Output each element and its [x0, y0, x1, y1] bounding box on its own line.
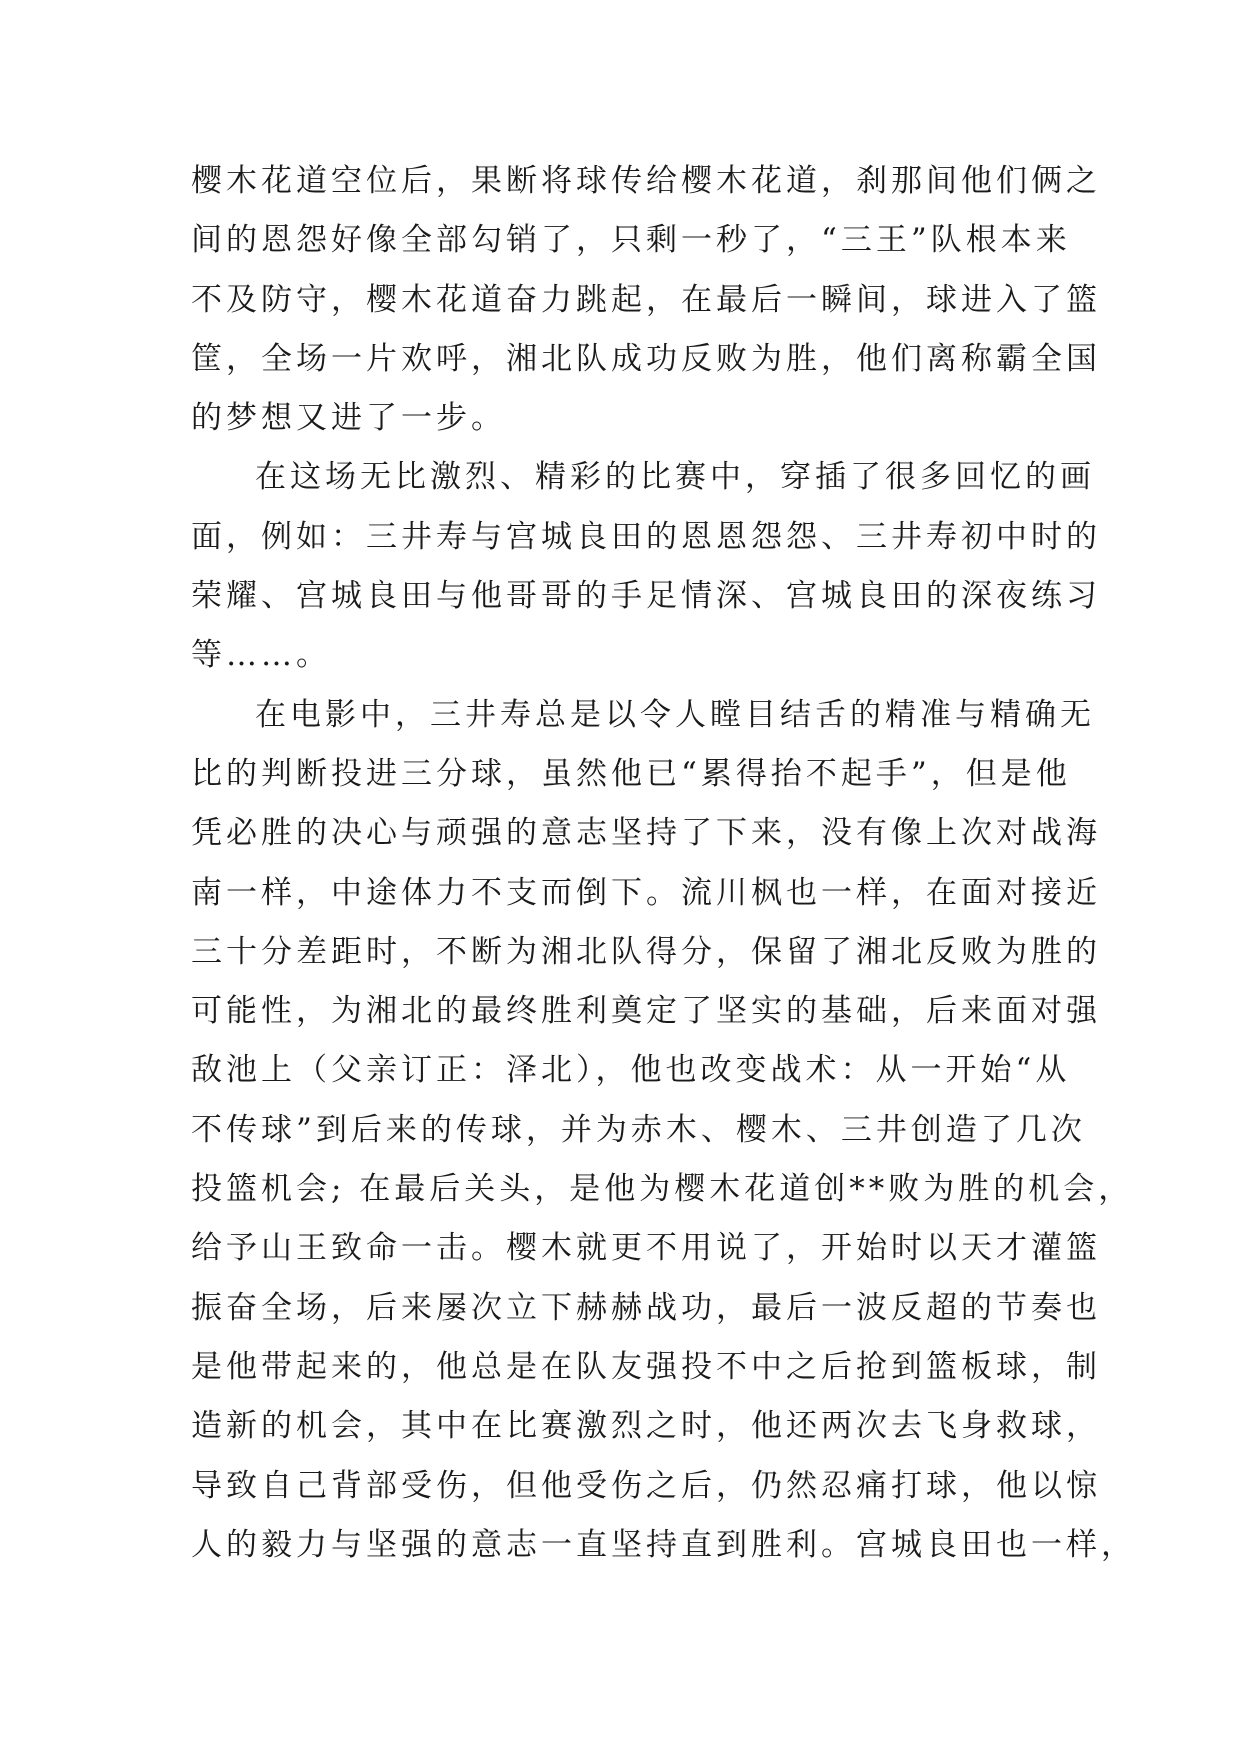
text-line: 间的恩怨好像全部勾销了，只剩一秒了，“三王”队根本来	[191, 222, 1071, 259]
text-line: 振奋全场，后来屡次立下赫赫战功，最后一波反超的节奏也	[191, 1289, 1101, 1326]
text-line: 导致自己背部受伤，但他受伤之后，仍然忍痛打球，他以惊	[191, 1467, 1101, 1504]
text-line: 的梦想又进了一步。	[191, 400, 506, 437]
text-line: 人的毅力与坚强的意志一直坚持直到胜利。宫城良田也一样，	[191, 1526, 1136, 1563]
text-line: 南一样，中途体力不支而倒下。流川枫也一样，在面对接近	[191, 874, 1101, 911]
text-line: 给予山王致命一击。樱木就更不用说了，开始时以天才灌篮	[191, 1230, 1101, 1267]
text-line: 不传球”到后来的传球，并为赤木、樱木、三井创造了几次	[191, 1111, 1086, 1148]
text-line: 是他带起来的，他总是在队友强投不中之后抢到篮板球，制	[191, 1348, 1101, 1385]
text-line: 在这场无比激烈、精彩的比赛中，穿插了很多回忆的画	[255, 459, 1095, 496]
text-line: 在电影中，三井寿总是以令人瞠目结舌的精准与精确无	[255, 696, 1095, 733]
text-line: 不及防守，樱木花道奋力跳起，在最后一瞬间，球进入了篮	[191, 281, 1101, 318]
text-line: 造新的机会，其中在比赛激烈之时，他还两次去飞身救球，	[191, 1408, 1101, 1445]
text-line: 比的判断投进三分球，虽然他已“累得抬不起手”，但是他	[191, 755, 1071, 792]
text-line: 三十分差距时，不断为湘北队得分，保留了湘北反败为胜的	[191, 933, 1101, 970]
body-text	[191, 152, 1136, 1575]
text-line: 荣耀、宫城良田与他哥哥的手足情深、宫城良田的深夜练习	[191, 578, 1101, 615]
text-line: 凭必胜的决心与顽强的意志坚持了下来，没有像上次对战海	[191, 815, 1101, 852]
text-line: 可能性，为湘北的最终胜利奠定了坚实的基础，后来面对强	[191, 993, 1101, 1030]
text-line: 等……。	[191, 637, 331, 674]
text-line: 投篮机会; 在最后关头，是他为樱木花道创**败为胜的机会，	[191, 1171, 1134, 1208]
text-line: 敌池上（父亲订正：泽北），他也改变战术：从一开始“从	[191, 1052, 1071, 1089]
text-line: 面，例如：三井寿与宫城良田的恩恩怨怨、三井寿初中时的	[191, 518, 1101, 555]
text-line: 筐，全场一片欢呼，湘北队成功反败为胜，他们离称霸全国	[191, 340, 1101, 377]
text-line: 樱木花道空位后，果断将球传给樱木花道，刹那间他们俩之	[191, 163, 1101, 199]
